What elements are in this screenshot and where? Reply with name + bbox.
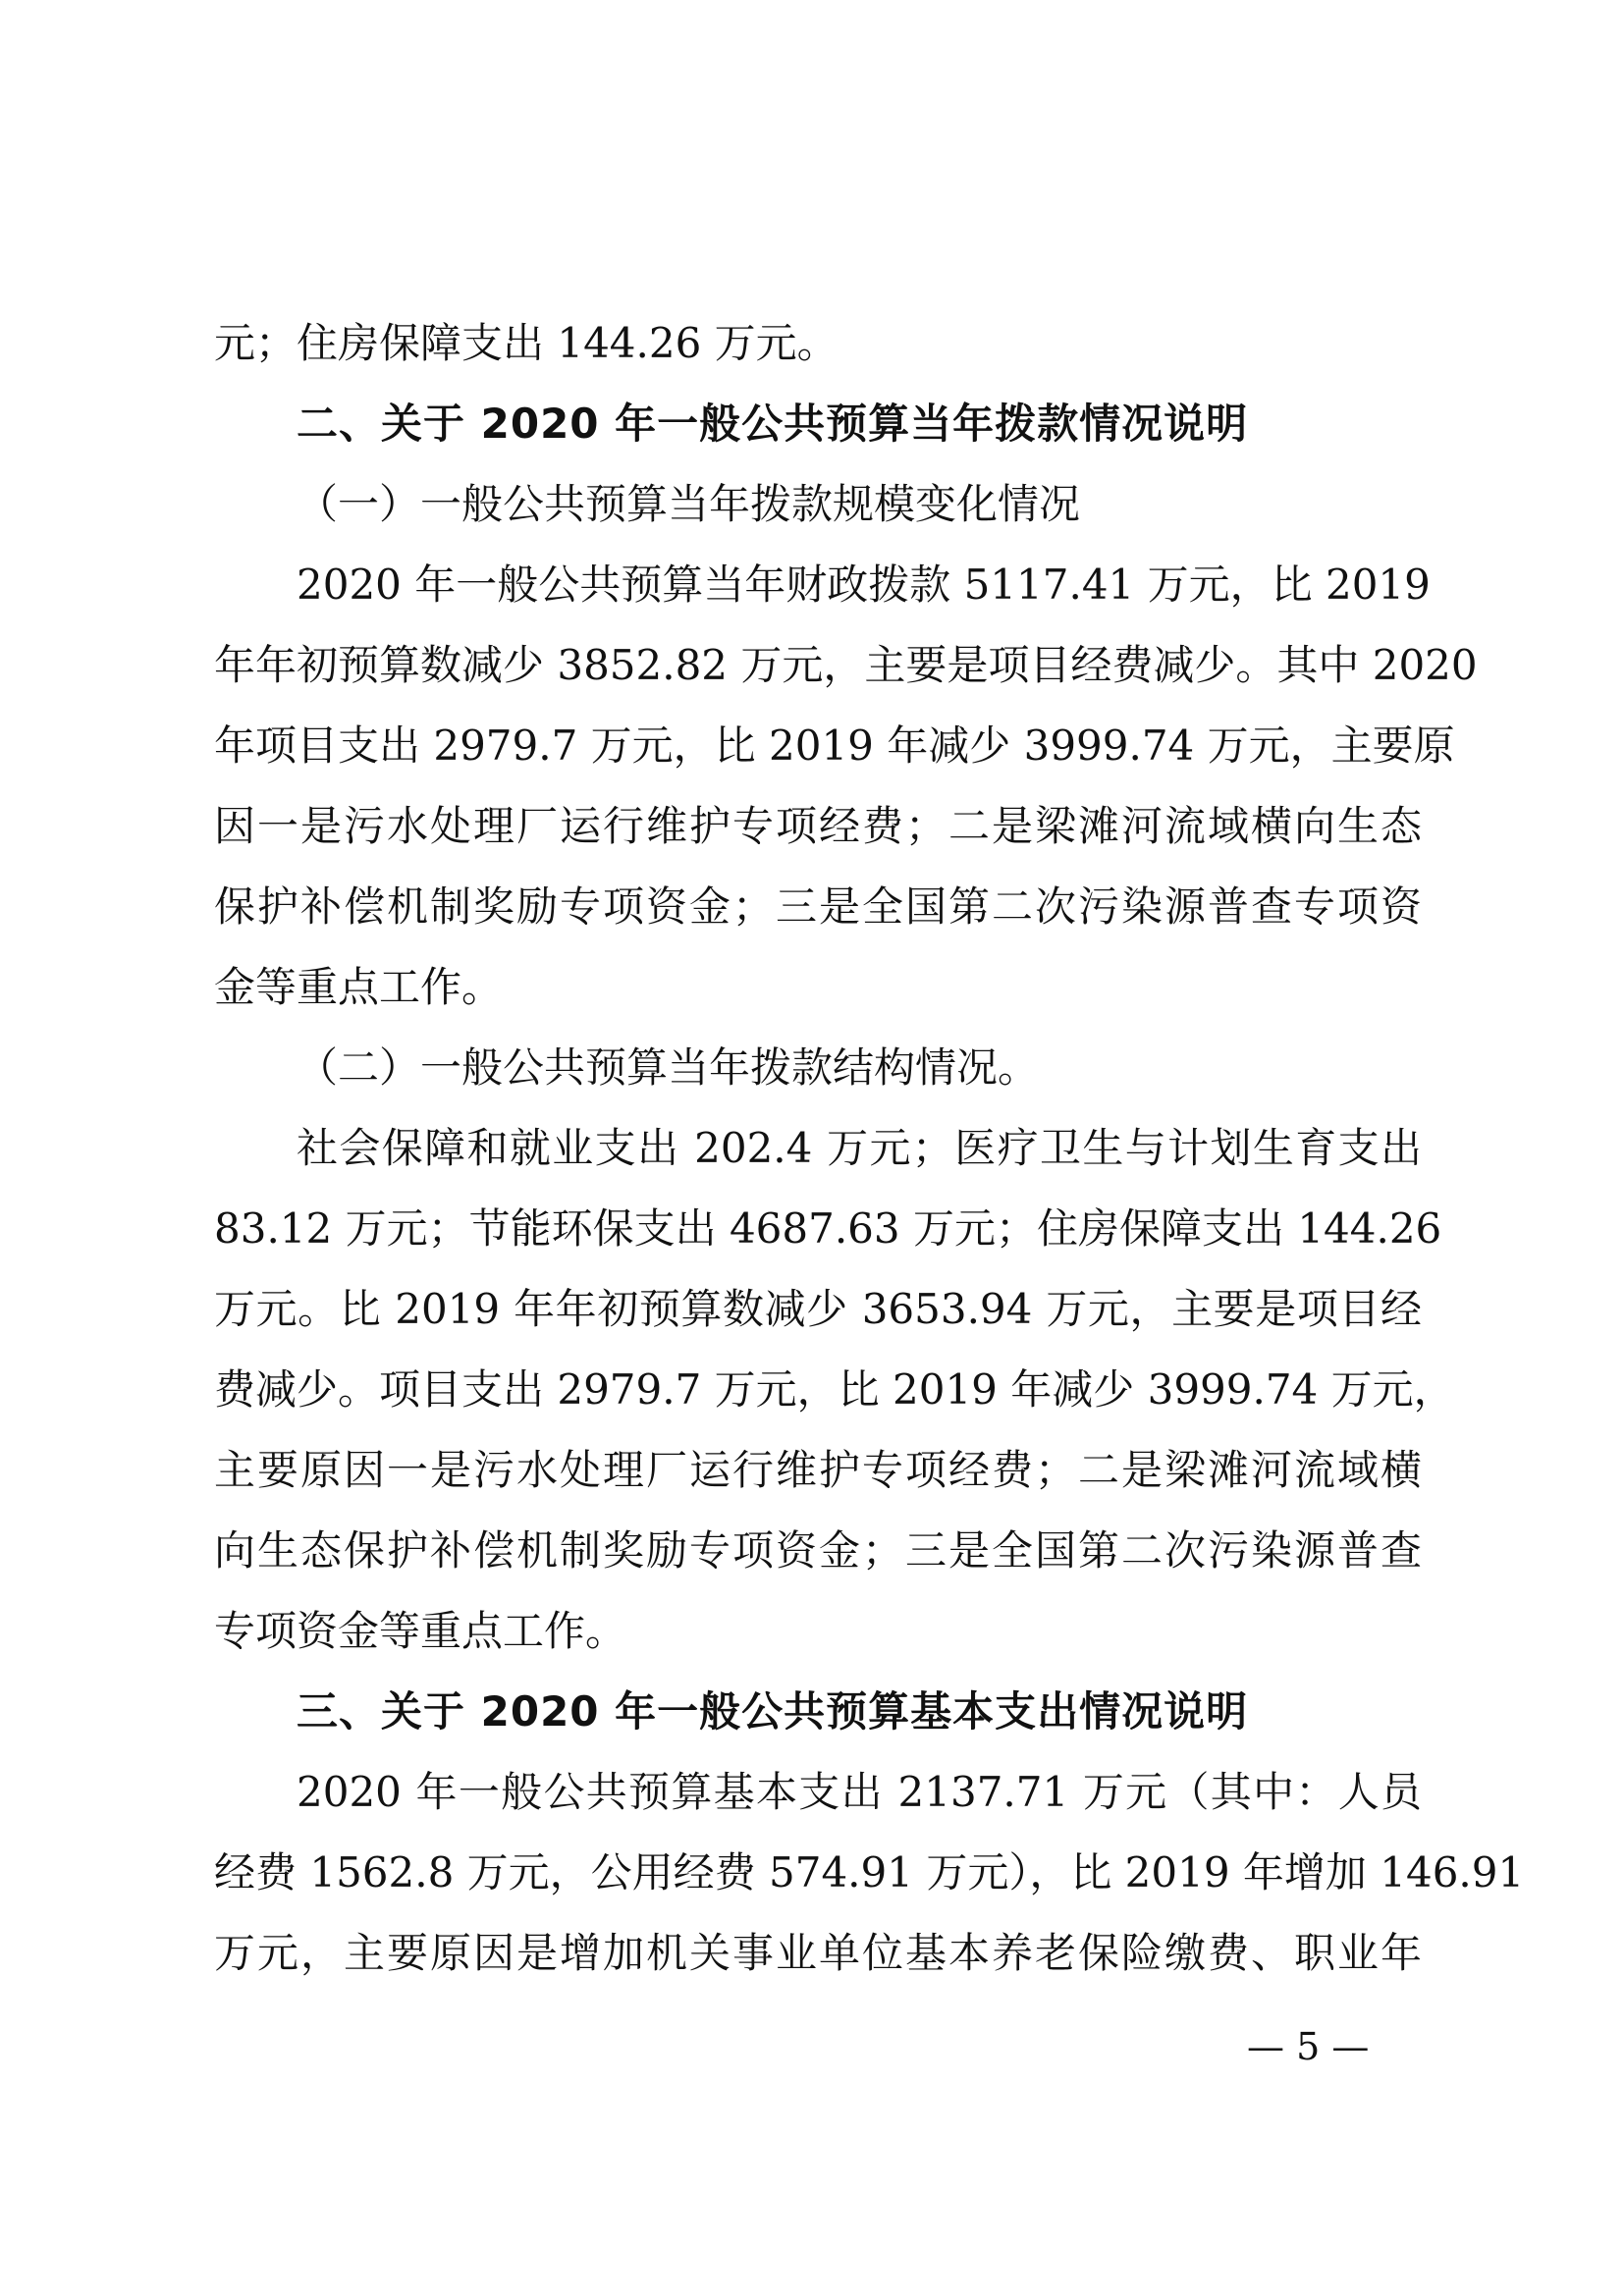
subsection-heading: （一）一般公共预算当年拨款规模变化情况 <box>297 480 1081 528</box>
paragraph-line: 年项目支出 2979.7 万元，比 2019 年减少 3999.74 万元，主要原 <box>214 721 1455 770</box>
section-heading: 三、关于 2020 年一般公共预算基本支出情况说明 <box>297 1687 1249 1735</box>
paragraph-line: 保护补偿机制奖励专项资金；三是全国第二次污染源普查专项资 <box>214 882 1422 931</box>
page-number: — 5 — <box>1247 2025 1370 2068</box>
paragraph-line: 83.12 万元；节能环保支出 4687.63 万元；住房保障支出 144.26 <box>214 1204 1442 1253</box>
paragraph-line: 专项资金等重点工作。 <box>214 1607 627 1655</box>
paragraph-line: 向生态保护补偿机制奖励专项资金；三是全国第二次污染源普查 <box>214 1526 1422 1575</box>
paragraph-line: 经费 1562.8 万元，公用经费 574.91 万元），比 2019 年增加 146.91 <box>214 1848 1525 1896</box>
paragraph-line: 2020 年一般公共预算当年财政拨款 5117.41 万元，比 2019 <box>297 561 1431 609</box>
paragraph-line: 万元，主要原因是增加机关事业单位基本养老保险缴费、职业年 <box>214 1929 1422 1977</box>
body-text <box>214 303 1525 1994</box>
paragraph-line: 社会保障和就业支出 202.4 万元；医疗卫生与计划生育支出 <box>297 1124 1422 1172</box>
paragraph-line: 主要原因一是污水处理厂运行维护专项经费；二是梁滩河流域横 <box>214 1446 1422 1494</box>
paragraph-line: 因一是污水处理厂运行维护专项经费；二是梁滩河流域横向生态 <box>214 802 1422 850</box>
paragraph-line: 金等重点工作。 <box>214 963 504 1011</box>
subsection-heading: （二）一般公共预算当年拨款结构情况。 <box>297 1043 1040 1092</box>
paragraph-line: 费减少。项目支出 2979.7 万元，比 2019 年减少 3999.74 万元， <box>214 1365 1455 1414</box>
section-heading: 二、关于 2020 年一般公共预算当年拨款情况说明 <box>297 400 1249 448</box>
paragraph-line: 万元。比 2019 年年初预算数减少 3653.94 万元，主要是项目经 <box>214 1285 1422 1333</box>
paragraph-line: 年年初预算数减少 3852.82 万元，主要是项目经费减少。其中 2020 <box>214 641 1478 689</box>
paragraph-line: 元；住房保障支出 144.26 万元。 <box>214 319 839 367</box>
paragraph-line: 2020 年一般公共预算基本支出 2137.71 万元（其中：人员 <box>297 1768 1422 1816</box>
